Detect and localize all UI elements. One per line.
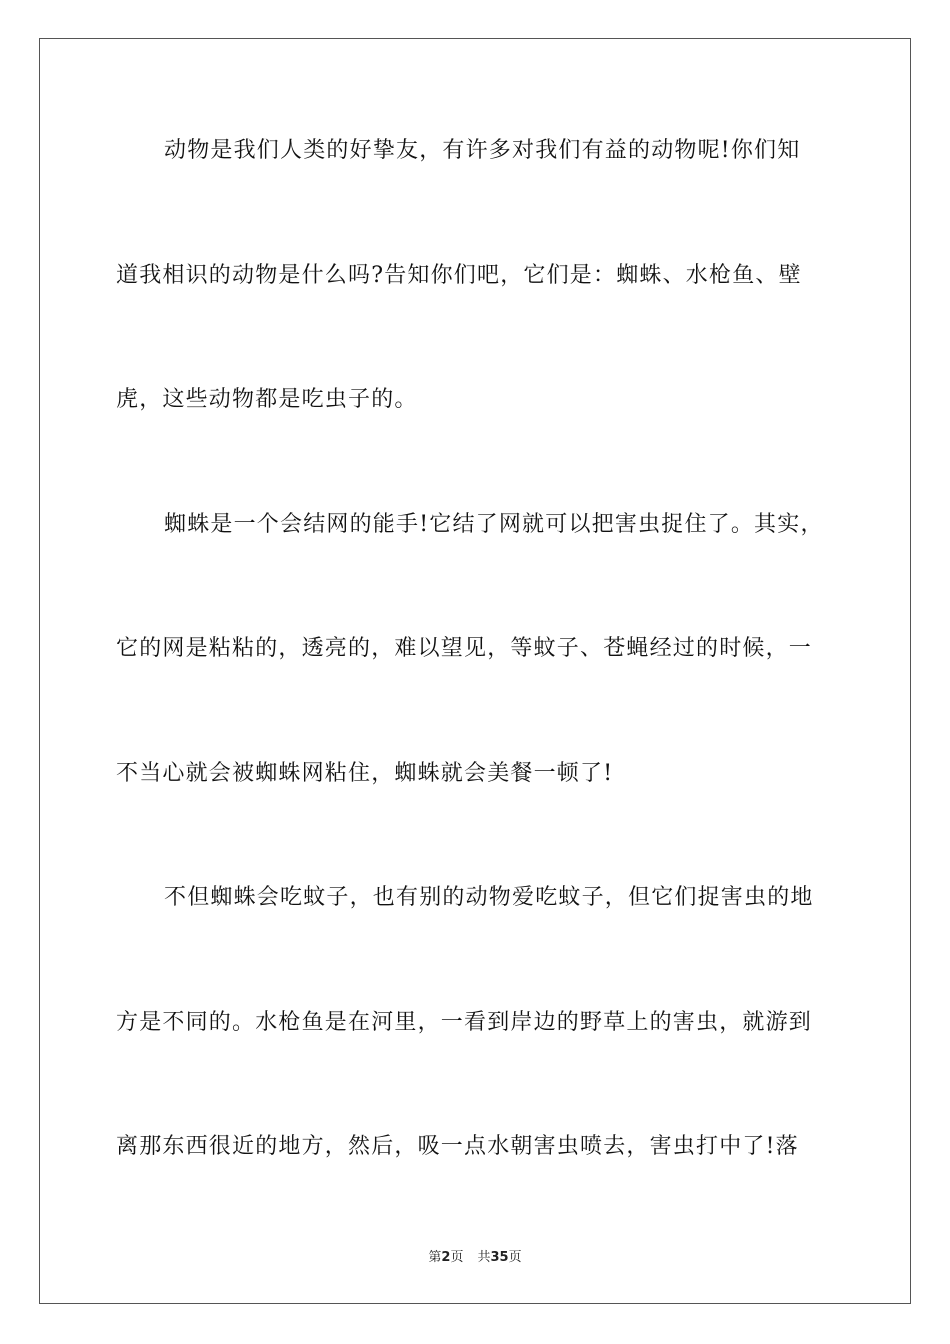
total-prefix: 共: [477, 1250, 491, 1265]
page-footer: [0, 1246, 950, 1265]
page-prefix: 第: [428, 1250, 442, 1265]
total-pages: 35: [490, 1250, 509, 1265]
paragraph-1-line-2: 道我相识的动物是什么吗?告知你们吧，它们是：蜘蛛、水枪鱼、壁: [116, 263, 802, 288]
page-number: 2: [441, 1250, 451, 1265]
paragraph-1-line-1: 动物是我们人类的好挚友，有许多对我们有益的动物呢!你们知: [164, 138, 801, 163]
total-suffix: 页: [508, 1250, 522, 1265]
paragraph-2-line-1: 蜘蛛是一个会结网的能手!它结了网就可以把害虫捉住了。其实，: [164, 512, 824, 537]
paragraph-1-line-3: 虎，这些动物都是吃虫子的。: [116, 387, 418, 412]
paragraph-3-line-3: 离那东西很近的地方，然后，吸一点水朝害虫喷去，害虫打中了!落: [116, 1134, 799, 1159]
page-border: [39, 38, 911, 1304]
paragraph-2-line-2: 它的网是粘粘的，透亮的，难以望见，等蚊子、苍蝇经过的时候，一: [116, 636, 813, 661]
paragraph-3-line-2: 方是不同的。水枪鱼是在河里，一看到岸边的野草上的害虫，就游到: [116, 1010, 813, 1035]
paragraph-3-line-1: 不但蜘蛛会吃蚊子，也有别的动物爱吃蚊子，但它们捉害虫的地: [164, 885, 814, 910]
paragraph-2-line-3: 不当心就会被蜘蛛网粘住，蜘蛛就会美餐一顿了!: [116, 761, 614, 786]
page-suffix: 页: [450, 1250, 464, 1265]
